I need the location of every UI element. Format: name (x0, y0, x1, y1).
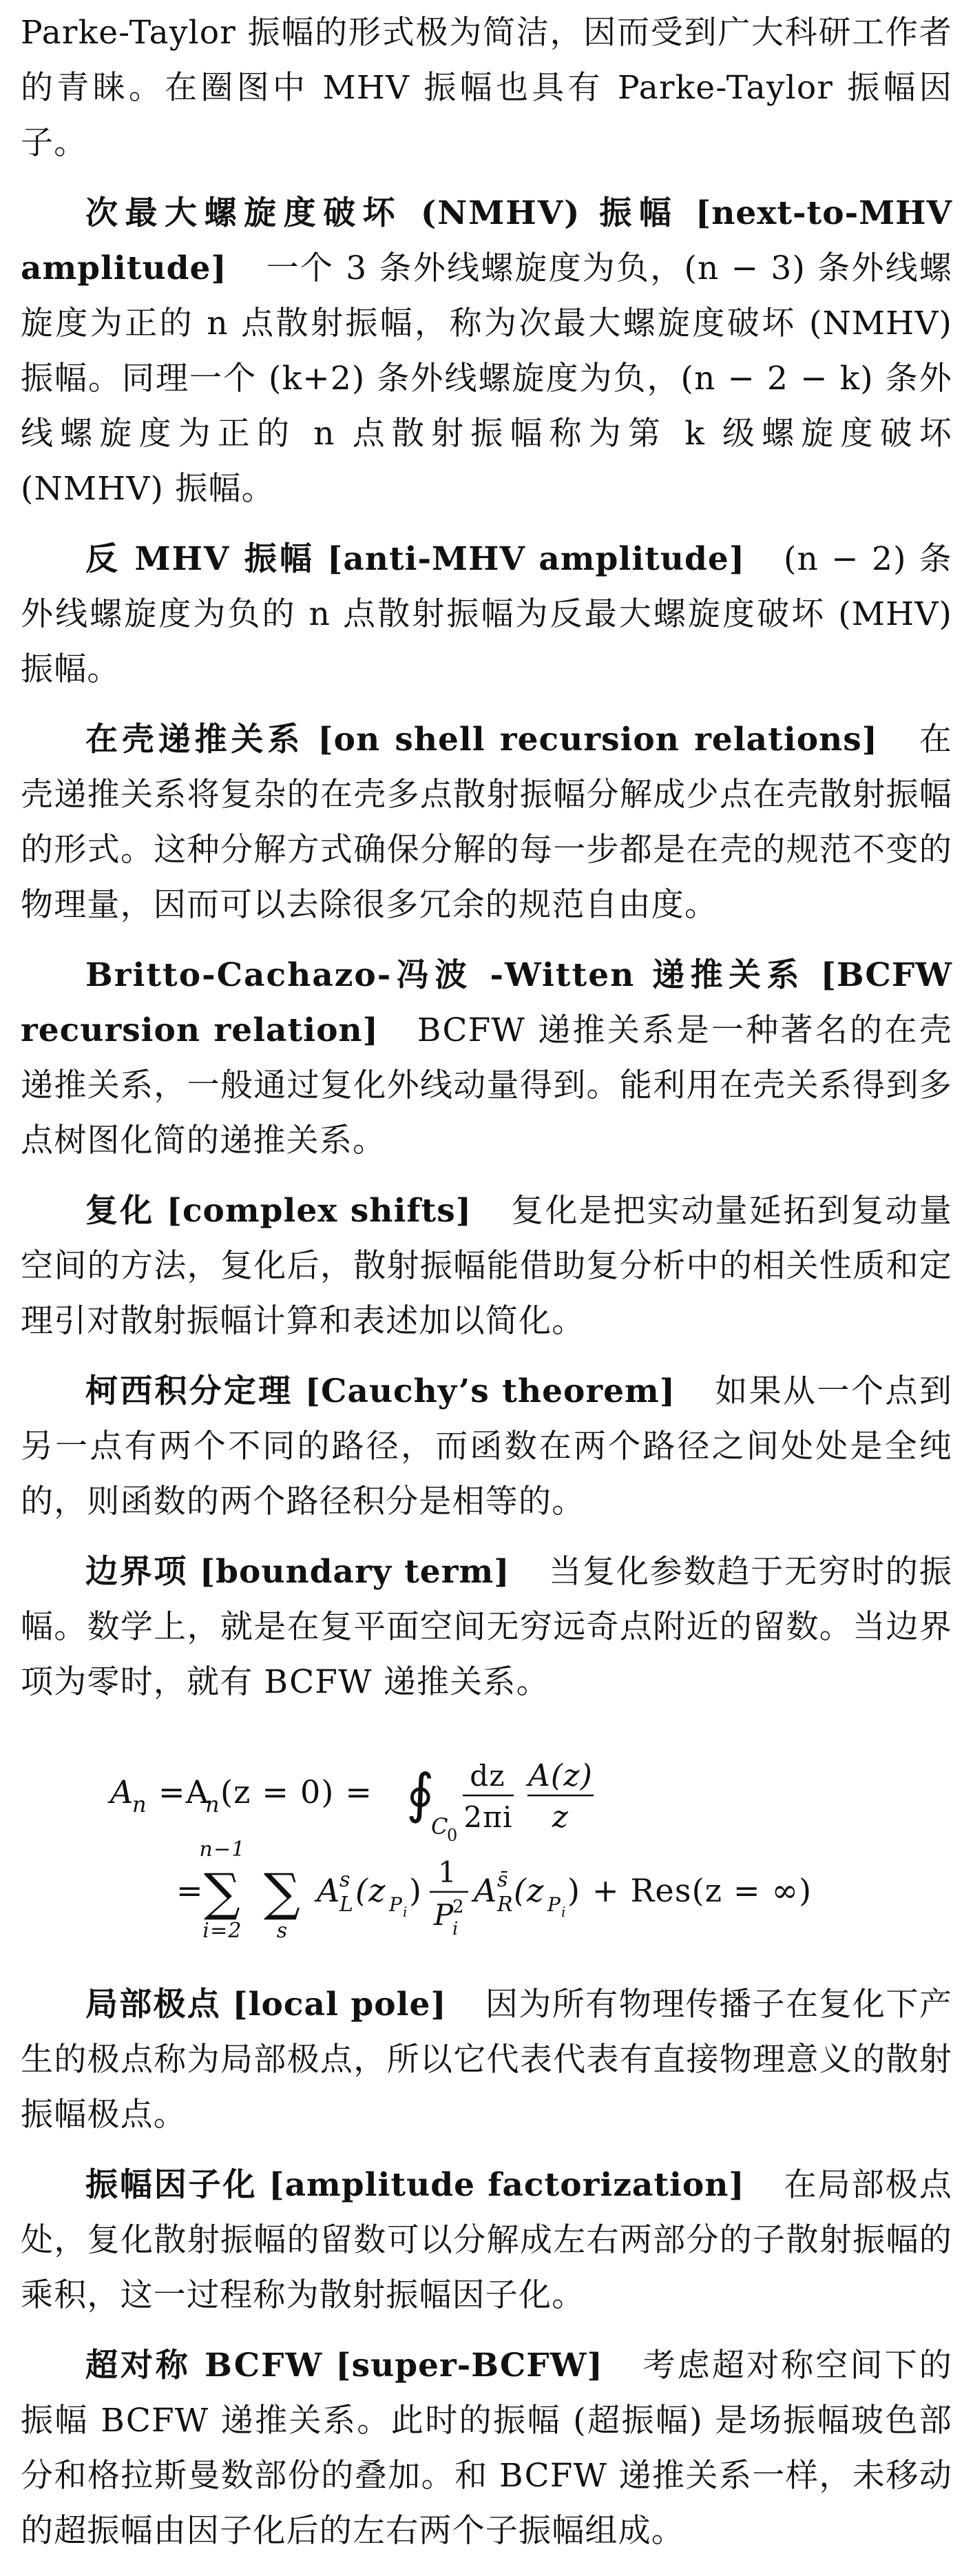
formula-frac2-num: A(z) (527, 1758, 594, 1793)
formula-zP2-subsub: i (561, 1904, 567, 1920)
entry-term-en: [local pole] (232, 1986, 447, 2023)
entry-term-en: [BCFW recursion relation] (21, 956, 952, 1049)
entry-term-zh: 振幅因子化 (85, 2166, 258, 2204)
entry-term-zh: 次最大螺旋度破坏 (NMHV) 振幅 (85, 194, 679, 232)
formula-AL-sup: s (339, 1868, 351, 1892)
formula-eq-A: =A (158, 1773, 210, 1811)
formula-frac2-den: z (552, 1800, 569, 1835)
formula-frac1-num: dz (470, 1759, 505, 1793)
formula-AR: A (474, 1872, 498, 1909)
entry-nmhv (21, 186, 952, 517)
entry-body: 当复化参数趋于无穷时的振幅。数学上，就是在复平面空间无穷远奇点附近的留数。当边界项为零时，就有 BCFW 递推关系。 (21, 1553, 953, 1701)
formula-frac3-den: P (434, 1898, 454, 1932)
entry-anti-mhv (21, 532, 952, 697)
entry-body: 因为所有物理传播子在复化下产生的极点称为局部极点，所以它代表代表有直接物理意义的散射振幅极点。 (21, 1986, 953, 2134)
entry-body: 在壳递推关系将复杂的在壳多点散射振幅分解成少点在壳散射振幅的形式。这种分解方式确保分解的每一步都是在壳的规范不变的物理量，因而可以去除很多冗余的规范自由度。 (21, 721, 953, 924)
entry-body: BCFW 递推关系是一种著名的在壳递推关系，一般通过复化外线动量得到。能利用在壳关系得到多点树图化简的递推关系。 (21, 1011, 952, 1160)
bcfw-formula (21, 1738, 952, 1944)
entry-term-en: [on shell recursion relations] (317, 721, 878, 759)
formula-frac3-den-sub: i (452, 1919, 459, 1939)
formula-zP2-sub: P (547, 1893, 562, 1916)
formula-C: C (431, 1813, 449, 1840)
entry-term-zh: 反 MHV 振幅 (85, 540, 315, 578)
formula-zP-open: (z (355, 1872, 386, 1909)
formula-frac3-num: 1 (438, 1855, 457, 1889)
entry-super-bcfw (21, 2338, 952, 2559)
formula-frac3-den-sup: 2 (452, 1897, 465, 1917)
entry-cauchy (21, 1364, 952, 1529)
formula-sum1: ∑ (203, 1863, 242, 1922)
entry-term-en: [next-to-MHV amplitude] (21, 194, 953, 287)
formula-C-sub: 0 (447, 1826, 459, 1845)
entry-term-zh: 柯西积分定理 (85, 1372, 293, 1410)
entry-amplitude-factorization (21, 2158, 952, 2323)
entry-term-en: [complex shifts] (166, 1192, 472, 1230)
entry-term-zh: 边界项 (85, 1553, 189, 1591)
entry-body: (n − 2) 条外线螺旋度为负的 n 点散射振幅为反最大螺旋度破坏 (MHV) 振幅。 (21, 540, 953, 688)
entry-boundary-term (21, 1545, 952, 1710)
formula-contour-integral: ∮ (406, 1763, 435, 1825)
formula-sum2-bottom: s (276, 1919, 289, 1943)
formula-sum2: ∑ (263, 1863, 302, 1922)
formula-AR-sub: R (497, 1893, 514, 1917)
entry-local-pole (21, 1977, 952, 2143)
entry-body: 复化是把实动量延拓到复动量空间的方法，复化后，散射振幅能借助复分析中的相关性质和定理引对散射振幅计算和表述加以简化。 (21, 1192, 952, 1340)
entry-body: 如果从一个点到另一点有两个不同的路径，而函数在两个路径之间处处是全纯的，则函数的两个路径积分是相等的。 (21, 1372, 953, 1521)
entry-term-en: [super-BCFW] (335, 2347, 603, 2384)
entry-term-en: [anti-MHV amplitude] (327, 540, 745, 578)
formula-AL: A (317, 1872, 341, 1909)
entry-bcfw (21, 948, 952, 1168)
formula-frac1-den: 2πi (463, 1800, 513, 1834)
formula-A: A (110, 1773, 134, 1811)
entry-body: 考虑超对称空间下的振幅 BCFW 递推关系。此时的振幅 (超振幅) 是场振幅玻色部分和格拉斯曼数部份的叠加。和 BCFW 递推关系一样，未移动的超振幅由因子化后的左右两个子振幅组成。 (21, 2347, 952, 2550)
formula-res: + Res(z = ∞) (592, 1872, 813, 1909)
formula-zP-subsub: i (403, 1904, 408, 1920)
formula-svg (21, 1738, 952, 1944)
entry-complex-shifts (21, 1184, 952, 1349)
formula-zP-close: ) (409, 1872, 423, 1909)
entry-term-zh: Britto-Cachazo-冯波 -Witten 递推关系 (85, 956, 805, 994)
entry-term-zh: 局部极点 (85, 1986, 222, 2023)
entry-term-zh: 复化 (85, 1192, 155, 1230)
formula-sub-n: n (132, 1791, 147, 1817)
formula-AL-sub: L (339, 1893, 355, 1917)
entry-body: 一个 3 条外线螺旋度为负，(n − 3) 条外线螺旋度为正的 n 点散射振幅，称为次最大螺旋度破坏 (NMHV) 振幅。同理一个 (k+2) 条外线螺旋度为负，(n − 2 − k) 条外线螺旋度为正的 n 点散射振幅称为第 k 级螺旋度破坏 (NMHV) 振幅。 (21, 249, 952, 508)
entry-term-en: [Cauchy’s theorem] (304, 1372, 676, 1410)
entry-term-zh: 超对称 BCFW (85, 2347, 324, 2384)
formula-z0: (z = 0) = (220, 1773, 373, 1811)
formula-sub-n2: n (205, 1791, 220, 1817)
formula-zP2-close: ) (567, 1872, 581, 1909)
entry-on-shell (21, 712, 952, 933)
formula-zP-sub: P (389, 1893, 404, 1916)
entry-term-en: [boundary term] (199, 1553, 510, 1591)
formula-sum1-bottom: i=2 (202, 1919, 242, 1943)
formula-sum1-top: n−1 (199, 1837, 246, 1862)
formula-AR-sup: s̄ (497, 1868, 509, 1892)
intro-paragraph: Parke-Taylor 振幅的形式极为简洁，因而受到广大科研工作者的青睐。在圈图中 MHV 振幅也具有 Parke-Taylor 振幅因子。 (21, 14, 952, 162)
formula-eq2: = (176, 1872, 204, 1909)
entry-term-en: [amplitude factorization] (269, 2166, 745, 2204)
entry-body: 在局部极点处，复化散射振幅的留数可以分解成左右两部分的子散射振幅的乘积，这一过程称为散射振幅因子化。 (21, 2166, 953, 2314)
formula-zP2-open: (z (514, 1872, 545, 1909)
entry-term-zh: 在壳递推关系 (85, 721, 304, 759)
